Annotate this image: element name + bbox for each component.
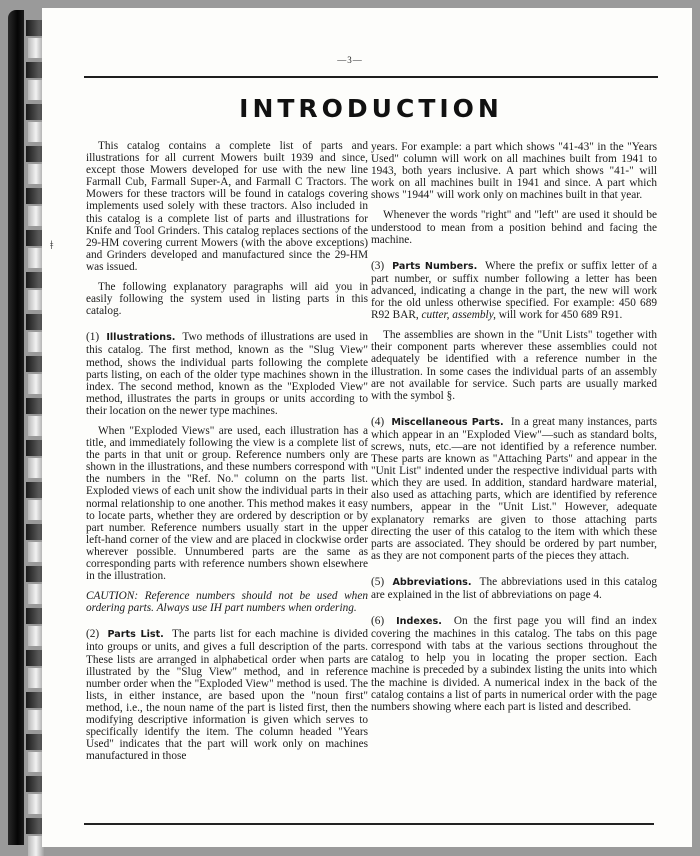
section-heading: Indexes.: [396, 616, 442, 628]
left-column: [86, 140, 368, 770]
margin-pencil-mark: ǂ: [50, 237, 54, 252]
section-number: (1): [86, 331, 100, 344]
header-rule: [84, 76, 658, 78]
section-illustrations: [86, 331, 368, 417]
section-number: (4): [371, 415, 385, 428]
parts-list-paragraph-2: Whenever the words "right" and "left" are used it should be understood to mean from a position behind and facing the machine.: [371, 209, 657, 246]
section-text: Two methods of illustrations are used in this catalog. The first method, known as the "Slug View" method, shows the individual parts following the complete parts listing, on each of the older type machines shown in the index. The second method, known as the "Exploded View" method, illustrates the parts in groups or units according to their location on the newer type machines.: [86, 331, 368, 417]
section-number: (3): [371, 259, 385, 272]
parts-numbers-paragraph-2: The assemblies are shown in the "Unit Lists" together with their component parts wherever these assemblies could not adequately be identified with a reference number in the illustration. In some cases the individual parts of an assembly are not available for service. Such parts are usually marked with the symbol §.: [371, 329, 657, 402]
footer-rule: [84, 823, 654, 825]
section-heading: Parts List.: [107, 629, 164, 641]
page-number: —3—: [337, 55, 363, 65]
section-indexes: [371, 615, 657, 713]
section-number: (6): [371, 615, 385, 628]
intro-paragraph-1: This catalog contains a complete list of parts and illustrations for all current Mowers built 1939 and since, except those Mowers developed for use with the new line Farmall Cub, Farmall Super-A, and Farmall C Tractors. The Mowers for these tractors will be found in catalogs covering implements used solely with these tractors. Also included in this catalog is a complete list of parts and illustrations for Knife and Tool Grinders. This catalog replaces sections of the 29-HM covering current Mowers (with the above exceptions) and Grinders developed and manufactured since the 29-HM was issued.: [86, 140, 368, 273]
section-heading: Abbreviations.: [392, 576, 472, 588]
section-text: The abbreviations used in this catalog are explained in the list of abbreviations on page 4.: [371, 575, 657, 601]
section-text: will work for 450 689 R91.: [498, 309, 623, 322]
section-heading: Miscellaneous Parts.: [391, 416, 504, 428]
section-number: (5): [371, 575, 385, 588]
section-text: On the first page you will find an index covering the machines in this catalog. The tabs on this page correspond with tabs at the various sections throughout the catalog to help you in locating the proper section. Each machine is preceded by a subindex listing the units into which the machine is divided. A numerical index in the back of the catalog contains a list of parts in numerical order with the page numbers showing where each part is listed and described.: [371, 615, 658, 713]
section-heading: Illustrations.: [106, 332, 176, 344]
intro-paragraph-2: The following explanatory paragraphs will aid you in easily following the system used in listing parts in this catalog.: [86, 281, 368, 318]
illustrations-paragraph-2: When "Exploded Views" are used, each illustration has a title, and immediately following the view is a complete list of the parts in that unit or group. Reference numbers only are shown in the illustrations, and these numbers correspond with the numbers in the "Ref. No." column on the parts list. Exploded views of each unit show the individual parts in their normal relationship to one another. This method makes it easy to locate parts, whether they are ordered by description or by part number. Reference numbers usually start in the upper left-hand corner of the view and are placed in clockwise order wherever possible. Unnumbered parts are the same as corresponding parts with reference numbers shown elsewhere in the illustration.: [86, 424, 368, 583]
section-abbreviations: [371, 576, 657, 601]
caution-note: CAUTION: Reference numbers should not be used when ordering parts. Always use IH part numbers when ordering.: [86, 590, 368, 615]
section-parts-numbers: [371, 260, 657, 321]
section-number: (2): [86, 628, 100, 641]
section-text: The parts list for each machine is divided into groups or units, and gives a full description of the parts. These lists are arranged in alphabetical order when parts are illustrated by the "Slug View" method, and in reference number order when the "Exploded View" method is used. The lists, in either instance, are based upon the "noun first" method, i.e., the noun name of the part is listed first, then the modifying descriptive information is given which serves to specifically identify the item. The column headed "Years Used" indicates that the part will work only on machines manufactured in those: [86, 628, 368, 763]
section-heading: Parts Numbers.: [392, 260, 478, 272]
section-parts-list: [86, 628, 368, 762]
right-column: [371, 141, 657, 721]
parts-list-continued: years. For example: a part which shows "41-43" in the "Years Used" column will work on all machines built from 1941 to 1943, both years inclusive. A part which shows "41-" will work on all machines built in 1941 and since. A part which shows "1944" will work only on machines built in that year.: [371, 141, 657, 202]
section-miscellaneous-parts: [371, 416, 657, 562]
page-title: INTRODUCTION: [239, 94, 503, 123]
section-text: In a great many instances, parts which appear in an "Exploded View"—such as standard bolts, screws, nuts, etc.—are not identified by a reference number. These parts are known as "Attaching Parts" and appear in the "Unit List" indented under the respective individual parts with which they are used. In addition, standard hardware material, also used as attaching parts, which are identified by reference numbers, appear in the "Unit List." However, adequate explanatory remarks are given to those attaching parts directing the user of this catalog to the item with which these parts are associated. They should be ordered by part number, as they are not component parts of the pieces they attach.: [371, 415, 657, 562]
section-text: Where the prefix or suffix letter of a part number, or suffix number following a letter has been advanced, indicating a change in the part, the new will work for the old unless otherwise specified. For example: 450 689 R92 BAR,: [371, 259, 657, 322]
binding-spine: [8, 10, 24, 845]
section-text-italic: cutter, assembly,: [421, 309, 496, 322]
